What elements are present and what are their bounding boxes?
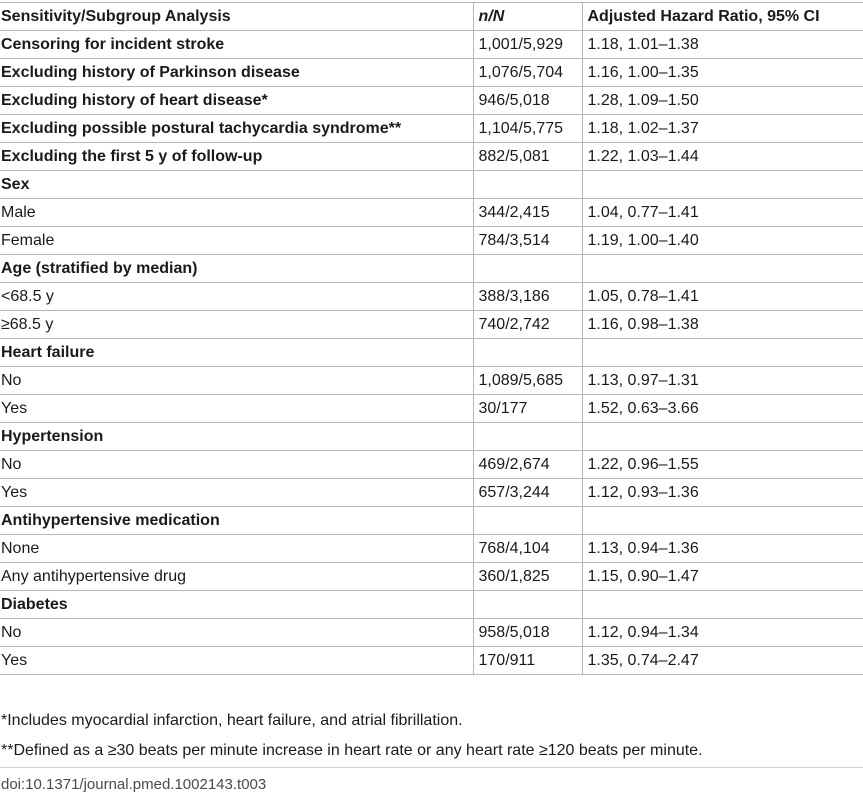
row-hazard-ratio: 1.22, 0.96–1.55 xyxy=(582,451,863,479)
row-n-over-n: 768/4,104 xyxy=(473,535,582,563)
header-n-over-n: n/N xyxy=(473,3,582,31)
row-hazard-ratio: 1.19, 1.00–1.40 xyxy=(582,227,863,255)
row-label: Excluding possible postural tachycardia syndrome** xyxy=(0,115,473,143)
row-label: Diabetes xyxy=(0,591,473,619)
row-hazard-ratio: 1.13, 0.94–1.36 xyxy=(582,535,863,563)
row-label: Yes xyxy=(0,479,473,507)
row-n-over-n: 1,076/5,704 xyxy=(473,59,582,87)
row-label: Excluding history of heart disease* xyxy=(0,87,473,115)
row-hazard-ratio: 1.13, 0.97–1.31 xyxy=(582,367,863,395)
row-hazard-ratio xyxy=(582,591,863,619)
table-row xyxy=(0,451,863,479)
row-n-over-n: 740/2,742 xyxy=(473,311,582,339)
row-hazard-ratio xyxy=(582,423,863,451)
table-row xyxy=(0,87,863,115)
row-hazard-ratio: 1.16, 1.00–1.35 xyxy=(582,59,863,87)
row-label: Age (stratified by median) xyxy=(0,255,473,283)
row-n-over-n: 388/3,186 xyxy=(473,283,582,311)
row-n-over-n xyxy=(473,339,582,367)
table-row xyxy=(0,647,863,675)
row-label: Sex xyxy=(0,171,473,199)
row-hazard-ratio: 1.12, 0.93–1.36 xyxy=(582,479,863,507)
row-n-over-n: 958/5,018 xyxy=(473,619,582,647)
row-label: No xyxy=(0,451,473,479)
footnotes xyxy=(1,706,703,766)
row-n-over-n: 344/2,415 xyxy=(473,199,582,227)
row-label: Heart failure xyxy=(0,339,473,367)
table-row xyxy=(0,619,863,647)
header-analysis: Sensitivity/Subgroup Analysis xyxy=(0,3,473,31)
row-hazard-ratio xyxy=(582,171,863,199)
row-n-over-n: 469/2,674 xyxy=(473,451,582,479)
row-hazard-ratio: 1.35, 0.74–2.47 xyxy=(582,647,863,675)
row-label: No xyxy=(0,367,473,395)
table-section-row xyxy=(0,339,863,367)
row-hazard-ratio: 1.16, 0.98–1.38 xyxy=(582,311,863,339)
row-label: Antihypertensive medication xyxy=(0,507,473,535)
table-row xyxy=(0,283,863,311)
row-label: Yes xyxy=(0,647,473,675)
row-n-over-n: 1,089/5,685 xyxy=(473,367,582,395)
row-hazard-ratio: 1.15, 0.90–1.47 xyxy=(582,563,863,591)
row-n-over-n: 784/3,514 xyxy=(473,227,582,255)
footnote-heart-disease: *Includes myocardial infarction, heart failure, and atrial fibrillation. xyxy=(1,712,463,729)
doi-text: doi:10.1371/journal.pmed.1002143.t003 xyxy=(1,776,267,793)
table-row xyxy=(0,31,863,59)
row-n-over-n: 946/5,018 xyxy=(473,87,582,115)
row-label: Censoring for incident stroke xyxy=(0,31,473,59)
row-label: Excluding the first 5 y of follow-up xyxy=(0,143,473,171)
table-row xyxy=(0,395,863,423)
row-n-over-n: 30/177 xyxy=(473,395,582,423)
row-hazard-ratio: 1.05, 0.78–1.41 xyxy=(582,283,863,311)
row-hazard-ratio: 1.52, 0.63–3.66 xyxy=(582,395,863,423)
row-label: Excluding history of Parkinson disease xyxy=(0,59,473,87)
row-hazard-ratio: 1.04, 0.77–1.41 xyxy=(582,199,863,227)
row-label: Any antihypertensive drug xyxy=(0,563,473,591)
table-row xyxy=(0,143,863,171)
table-row xyxy=(0,199,863,227)
row-label: Hypertension xyxy=(0,423,473,451)
row-n-over-n: 882/5,081 xyxy=(473,143,582,171)
table-section-row xyxy=(0,507,863,535)
table-row xyxy=(0,59,863,87)
row-n-over-n: 1,001/5,929 xyxy=(473,31,582,59)
row-n-over-n xyxy=(473,255,582,283)
doi-divider xyxy=(0,767,863,768)
table-row xyxy=(0,367,863,395)
row-hazard-ratio: 1.18, 1.02–1.37 xyxy=(582,115,863,143)
row-label: <68.5 y xyxy=(0,283,473,311)
row-n-over-n: 657/3,244 xyxy=(473,479,582,507)
row-n-over-n xyxy=(473,507,582,535)
row-n-over-n xyxy=(473,171,582,199)
table-row xyxy=(0,535,863,563)
row-hazard-ratio: 1.18, 1.01–1.38 xyxy=(582,31,863,59)
table-row xyxy=(0,311,863,339)
row-label: Yes xyxy=(0,395,473,423)
row-hazard-ratio: 1.12, 0.94–1.34 xyxy=(582,619,863,647)
row-n-over-n: 1,104/5,775 xyxy=(473,115,582,143)
row-n-over-n xyxy=(473,423,582,451)
table-section-row xyxy=(0,171,863,199)
row-hazard-ratio xyxy=(582,507,863,535)
table-row xyxy=(0,115,863,143)
row-hazard-ratio: 1.28, 1.09–1.50 xyxy=(582,87,863,115)
table-row xyxy=(0,227,863,255)
table-section-row xyxy=(0,423,863,451)
row-n-over-n: 170/911 xyxy=(473,647,582,675)
table-section-row xyxy=(0,591,863,619)
row-hazard-ratio: 1.22, 1.03–1.44 xyxy=(582,143,863,171)
table-header-row xyxy=(0,3,863,31)
row-label: ≥68.5 y xyxy=(0,311,473,339)
row-n-over-n: 360/1,825 xyxy=(473,563,582,591)
row-label: None xyxy=(0,535,473,563)
footnote-tachycardia: **Defined as a ≥30 beats per minute increase in heart rate or any heart rate ≥120 beats per minute. xyxy=(1,742,703,759)
table-section-row xyxy=(0,255,863,283)
row-label: No xyxy=(0,619,473,647)
row-hazard-ratio xyxy=(582,255,863,283)
table-row xyxy=(0,563,863,591)
row-label: Male xyxy=(0,199,473,227)
row-hazard-ratio xyxy=(582,339,863,367)
row-n-over-n xyxy=(473,591,582,619)
row-label: Female xyxy=(0,227,473,255)
results-table xyxy=(0,2,863,675)
header-hazard-ratio: Adjusted Hazard Ratio, 95% CI xyxy=(582,3,863,31)
table-row xyxy=(0,479,863,507)
table-body xyxy=(0,31,863,675)
